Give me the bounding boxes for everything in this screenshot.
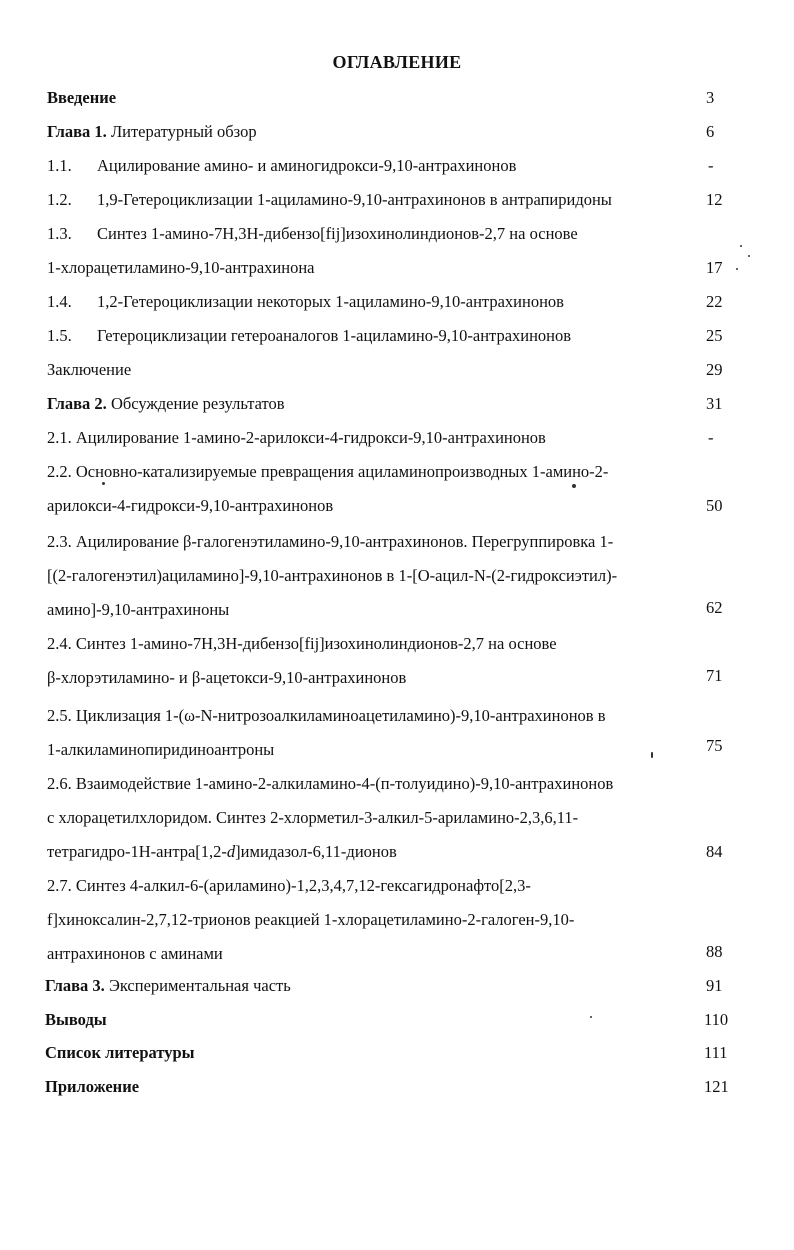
section-number: 1.5. bbox=[47, 326, 72, 345]
toc-entry-2-7-continuation-1: f]хиноксалин-2,7,12-трионов реакцией 1-хлорацетиламино-2-галоген-9,10- bbox=[47, 910, 575, 929]
toc-entry-2-3-continuation-1: [(2-галогенэтил)ациламино]-9,10-антрахинонов в 1-[О-ацил-N-(2-гидроксиэтил)- bbox=[47, 566, 618, 585]
section-number: 1.2. bbox=[47, 190, 72, 209]
toc-entry-2-7: 2.7. Синтез 4-алкил-6-(ариламино)-1,2,3,4,7,12-гексагидронафто[2,3- bbox=[47, 876, 531, 895]
page-number-1-3: 17 bbox=[706, 258, 723, 277]
scan-speck bbox=[740, 245, 742, 247]
page-title: ОГЛАВЛЕНИЕ bbox=[332, 52, 462, 72]
section-title: 1,9-Гетероциклизации 1-ациламино-9,10-антрахинонов в антрапиридоны bbox=[97, 190, 612, 209]
toc-entry-conclusion: Заключение bbox=[47, 360, 132, 379]
toc-entry-chapter-3 bbox=[45, 976, 291, 996]
toc-entry-2-7-continuation-2: антрахинонов с аминами bbox=[47, 944, 223, 963]
chapter-title: Литературный обзор bbox=[106, 122, 257, 141]
scan-speck bbox=[590, 1016, 592, 1018]
toc-entry-references: Список литературы bbox=[45, 1043, 195, 1062]
toc-entry-1-1 bbox=[47, 156, 516, 176]
section-title: 1,2-Гетероциклизации некоторых 1-ациламино-9,10-антрахинонов bbox=[97, 292, 564, 311]
toc-entry-2-3: 2.3. Ацилирование β-галогенэтиламино-9,10-антрахинонов. Перегруппировка 1- bbox=[47, 532, 614, 551]
chapter-label: Глава 3. bbox=[45, 976, 105, 995]
section-title: Гетероциклизации гетероаналогов 1-ациламино-9,10-антрахинонов bbox=[97, 326, 572, 345]
page-number-chapter-2: 31 bbox=[706, 394, 723, 413]
page-number-conclusion: 29 bbox=[706, 360, 723, 379]
page-number-2-4: 71 bbox=[706, 666, 723, 685]
section-number: 1.3. bbox=[47, 224, 72, 243]
toc-entry-1-3 bbox=[47, 224, 578, 244]
page-number-1-5: 25 bbox=[706, 326, 723, 345]
page-number-chapter-3: 91 bbox=[706, 976, 723, 995]
toc-entry-chapter-2 bbox=[47, 394, 285, 414]
toc-entry-1-3-continuation: 1-хлорацетиламино-9,10-антрахинона bbox=[47, 258, 315, 277]
toc-entry-2-6-continuation-1: с хлорацетилхлоридом. Синтез 2-хлорметил-3-алкил-5-ариламино-2,3,6,11- bbox=[47, 808, 579, 827]
chapter-label: Глава 1. bbox=[47, 122, 107, 141]
toc-entry-2-6: 2.6. Взаимодействие 1-амино-2-алкиламино-4-(п-толуидино)-9,10-антрахинонов bbox=[47, 774, 614, 793]
text-part: ]имидазол-6,11-дионов bbox=[235, 842, 397, 861]
page-number-2-3: 62 bbox=[706, 598, 723, 617]
page-number-2-6: 84 bbox=[706, 842, 723, 861]
scan-speck bbox=[736, 268, 738, 270]
toc-entry-2-2-continuation: арилокси-4-гидрокси-9,10-антрахинонов bbox=[47, 496, 334, 515]
toc-entry-2-4-continuation: β-хлорэтиламино- и β-ацетокси-9,10-антрахинонов bbox=[47, 668, 407, 687]
chapter-title: Экспериментальная часть bbox=[104, 976, 291, 995]
page-number-2-1: - bbox=[708, 428, 714, 447]
toc-entry-conclusions: Выводы bbox=[45, 1010, 107, 1029]
page-number-appendix: 121 bbox=[704, 1077, 729, 1096]
toc-entry-appendix: Приложение bbox=[45, 1077, 140, 1096]
toc-entry-2-4: 2.4. Синтез 1-амино-7Н,3Н-дибензо[fij]изохинолиндионов-2,7 на основе bbox=[47, 634, 557, 653]
toc-entry-2-5-continuation: 1-алкиламинопиридиноантроны bbox=[47, 740, 275, 759]
toc-entry-2-5: 2.5. Циклизация 1-(ω-N-нитрозоалкиламиноацетиламино)-9,10-антрахинонов в bbox=[47, 706, 606, 725]
scan-speck bbox=[748, 255, 750, 257]
toc-entry-2-3-continuation-2: амино]-9,10-антрахиноны bbox=[47, 600, 230, 619]
toc-entry-1-5 bbox=[47, 326, 571, 346]
page-number-intro: 3 bbox=[706, 88, 715, 107]
scan-speck bbox=[651, 752, 653, 758]
page-number-2-2: 50 bbox=[706, 496, 723, 515]
section-title: Ацилирование амино- и аминогидрокси-9,10-антрахинонов bbox=[97, 156, 517, 175]
toc-entry-2-6-continuation-2 bbox=[47, 842, 397, 862]
toc-entry-intro: Введение bbox=[47, 88, 117, 107]
chapter-label: Глава 2. bbox=[47, 394, 107, 413]
toc-entry-2-1: 2.1. Ацилирование 1-амино-2-арилокси-4-гидрокси-9,10-антрахинонов bbox=[47, 428, 546, 447]
page-number-chapter-1: 6 bbox=[706, 122, 715, 141]
page-number-2-7: 88 bbox=[706, 942, 723, 961]
page-number-references: 111 bbox=[704, 1043, 728, 1062]
toc-entry-1-2 bbox=[47, 190, 612, 210]
italic-letter: d bbox=[226, 842, 236, 861]
page-number-1-1: - bbox=[708, 156, 714, 175]
section-number: 1.1. bbox=[47, 156, 72, 175]
toc-entry-1-4 bbox=[47, 292, 564, 312]
chapter-title: Обсуждение результатов bbox=[106, 394, 285, 413]
text-part: тетрагидро-1Н-антра[1,2- bbox=[47, 842, 227, 861]
page-number-2-5: 75 bbox=[706, 736, 723, 755]
toc-entry-chapter-1 bbox=[47, 122, 257, 142]
scan-speck bbox=[102, 482, 105, 485]
scan-speck bbox=[572, 484, 576, 488]
page-number-1-2: 12 bbox=[706, 190, 723, 209]
page-number-conclusions: 110 bbox=[704, 1010, 729, 1029]
toc-entry-2-2: 2.2. Основно-катализируемые превращения ациламинопроизводных 1-амино-2- bbox=[47, 462, 609, 481]
section-number: 1.4. bbox=[47, 292, 72, 311]
section-title: Синтез 1-амино-7Н,3Н-дибензо[fij]изохинолиндионов-2,7 на основе bbox=[97, 224, 578, 243]
page-number-1-4: 22 bbox=[706, 292, 723, 311]
